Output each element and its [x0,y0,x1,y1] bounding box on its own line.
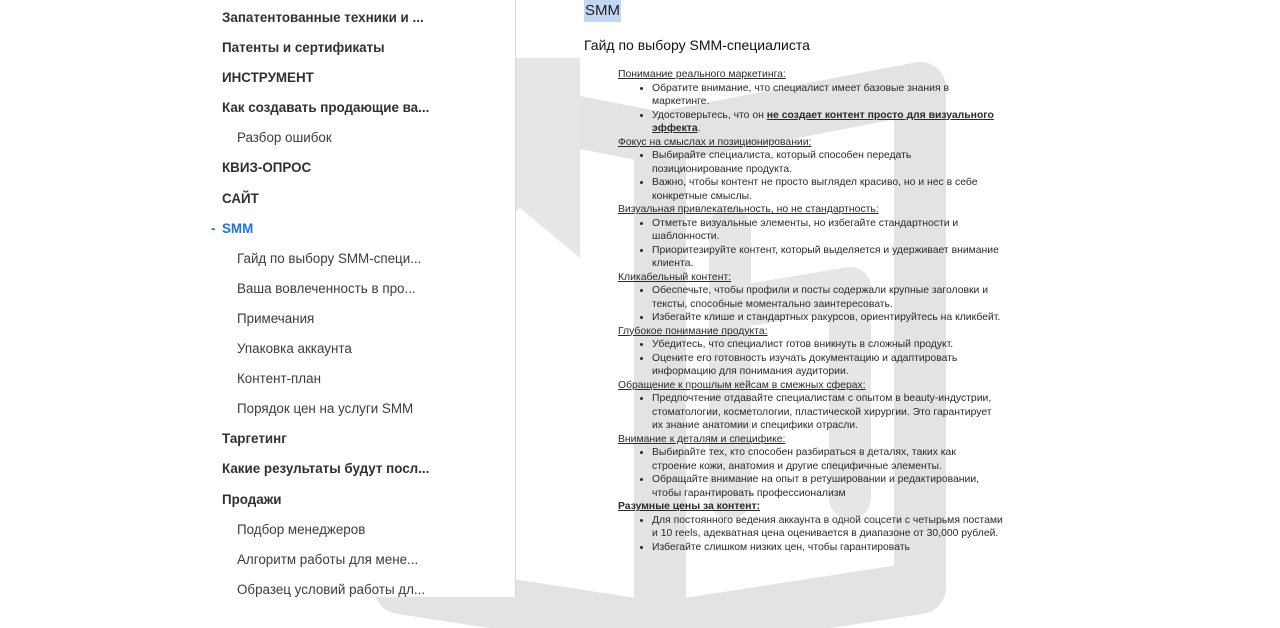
outline-item[interactable] [0,485,515,515]
bullet-item [652,311,1003,325]
outline-item-label: Контент-план [237,371,321,387]
outline-item[interactable] [0,394,515,424]
outline-item[interactable] [0,184,515,214]
outline-item-label: Порядок цен на услуги SMM [237,401,414,417]
bullet-item [652,176,1003,203]
outline-item-label: Продажи [222,491,282,507]
outline-item[interactable] [0,33,515,63]
bullet-item [652,473,1003,500]
bullet-text: Удостоверьтесь, что он [652,109,767,121]
outline-item[interactable] [0,274,515,304]
document-title: SMM [584,0,621,22]
outline-item-label: Примечания [237,310,315,326]
outline-item[interactable] [0,214,515,244]
bullet-list [618,82,1003,136]
section-title: Фокус на смыслах и позиционировании: [618,136,812,148]
bullet-text: Отметьте визуальные элементы, но избегайте стандартности и шаблонности. [652,217,959,242]
outline-item[interactable] [0,454,515,484]
document-body [618,68,1003,554]
outline-item-label: Подбор менеджеров [237,521,366,537]
outline-item[interactable] [0,515,515,545]
bullet-text: Для постоянного ведения аккаунта в одной соцсети с четырьмя постами и 10 reels, адекватная цена оценивается в диапазоне от 30,000 рублей. [652,514,1003,539]
bullet-item [652,82,1003,109]
outline-item[interactable] [0,364,515,394]
bullet-item [652,352,1003,379]
outline-item-label: Образец условий работы дл... [237,581,426,597]
bullet-text: Обратите внимание, что специалист имеет базовые знания в маркетинге. [652,82,949,107]
outline-item[interactable] [0,304,515,334]
section-title: Понимание реального маркетинга: [618,69,786,80]
outline-item[interactable] [0,123,515,153]
bullet-list [618,149,1003,203]
outline-item-label: Ваша вовлеченность в про... [237,280,416,296]
bullet-text: Предпочтение отдавайте специалистам с опытом в beauty-индустрии, стоматологии, косметологии, пластической хирургии. Это гарантирует их знание анатомии и специфики отрасли. [652,393,992,431]
bullet-item [652,338,1003,352]
outline-item-label: КВИЗ-ОПРОС [222,160,312,176]
section-title: Глубокое понимание продукта: [618,325,768,337]
document-outline-sidebar [0,0,516,597]
section-title: Визуальная привлекательность, но не стандартность: [618,204,879,215]
outline-item-label: SMM [222,220,254,236]
outline-item[interactable] [0,545,515,575]
section-title: Внимание к деталям и специфике: [618,433,786,445]
outline-item[interactable] [0,93,515,123]
document-page [516,0,1280,597]
bullet-text: Обеспечьте, чтобы профили и посты содержали крупные заголовки и тексты, способные моментально заинтересовать. [652,285,989,310]
outline-list [0,3,515,597]
bullet-text: Оцените его готовность изучать документацию и адаптировать информацию для понимания аудитории. [652,352,958,377]
emphasis-text: не создает контент просто для визуального эффекта [652,109,994,134]
outline-item[interactable] [0,153,515,183]
outline-item[interactable] [0,424,515,454]
outline-item-label: Патенты и сертификаты [222,40,385,56]
bullet-item [652,541,1003,555]
outline-item[interactable] [0,575,515,597]
section-title: Кликабельный контент: [618,271,732,283]
outline-item-label: Какие результаты будут посл... [222,461,430,477]
bullet-list [618,446,1003,500]
bullet-list [618,217,1003,271]
section-title: Обращение к прошлым кейсам в смежных сферах: [618,379,866,391]
bullet-text: Выбирайте тех, кто способен разбираться в деталях, таких как строение кожи, анатомия и другие специфичные элементы. [652,447,956,472]
bullet-item [652,392,1003,433]
outline-item-label: Гайд по выбору SMM-специ... [237,250,422,266]
bullet-item [652,446,1003,473]
bullet-item [652,284,1003,311]
outline-item-label: ИНСТРУМЕНТ [222,70,314,86]
bullet-list [618,392,1003,433]
bullet-text: Приоритезируйте контент, который выделяется и удерживает внимание клиента. [652,244,999,269]
bullet-text: Избегайте слишком низких цен, чтобы гарантировать [652,541,910,553]
bullet-text: . [697,123,701,134]
bullet-item [652,109,1003,136]
bullet-text: Избегайте клише и стандартных ракурсов, ориентируйтесь на кликбейт. [652,312,1001,323]
bullet-text: Важно, чтобы контент не просто выглядел красиво, но и нес в себе конкретные смыслы. [652,177,978,202]
outline-item-label: САЙТ [222,190,259,206]
bullet-item [652,217,1003,244]
outline-item[interactable] [0,244,515,274]
bullet-item [652,514,1003,541]
active-item-marker: - [211,220,216,236]
bullet-item [652,244,1003,271]
outline-item-label: Запатентованные техники и ... [222,10,424,25]
section-title: Разумные цены за контент: [618,501,761,512]
bullet-list [618,338,1003,379]
outline-item-label: Алгоритм работы для мене... [237,551,419,567]
guide-heading: Гайд по выбору SMM-специалиста [584,37,810,53]
bullet-item [652,149,1003,176]
outline-item-label: Разбор ошибок [237,130,332,146]
bullet-text: Убедитесь, что специалист готов вникнуть в сложный продукт. [652,339,954,350]
bullet-list [618,284,1003,325]
outline-item[interactable] [0,63,515,93]
outline-item[interactable] [0,3,515,33]
outline-item-label: Как создавать продающие ва... [222,100,430,116]
bullet-list [618,514,1003,555]
outline-item[interactable] [0,334,515,364]
outline-item-label: Таргетинг [222,431,287,447]
bullet-text: Выбирайте специалиста, который способен передать позиционирование продукта. [652,150,912,175]
outline-item-label: Упаковка аккаунта [237,341,352,357]
bullet-text: Обращайте внимание на опыт в ретушировании и редактировании, чтобы гарантировать профессионализм [652,474,980,499]
